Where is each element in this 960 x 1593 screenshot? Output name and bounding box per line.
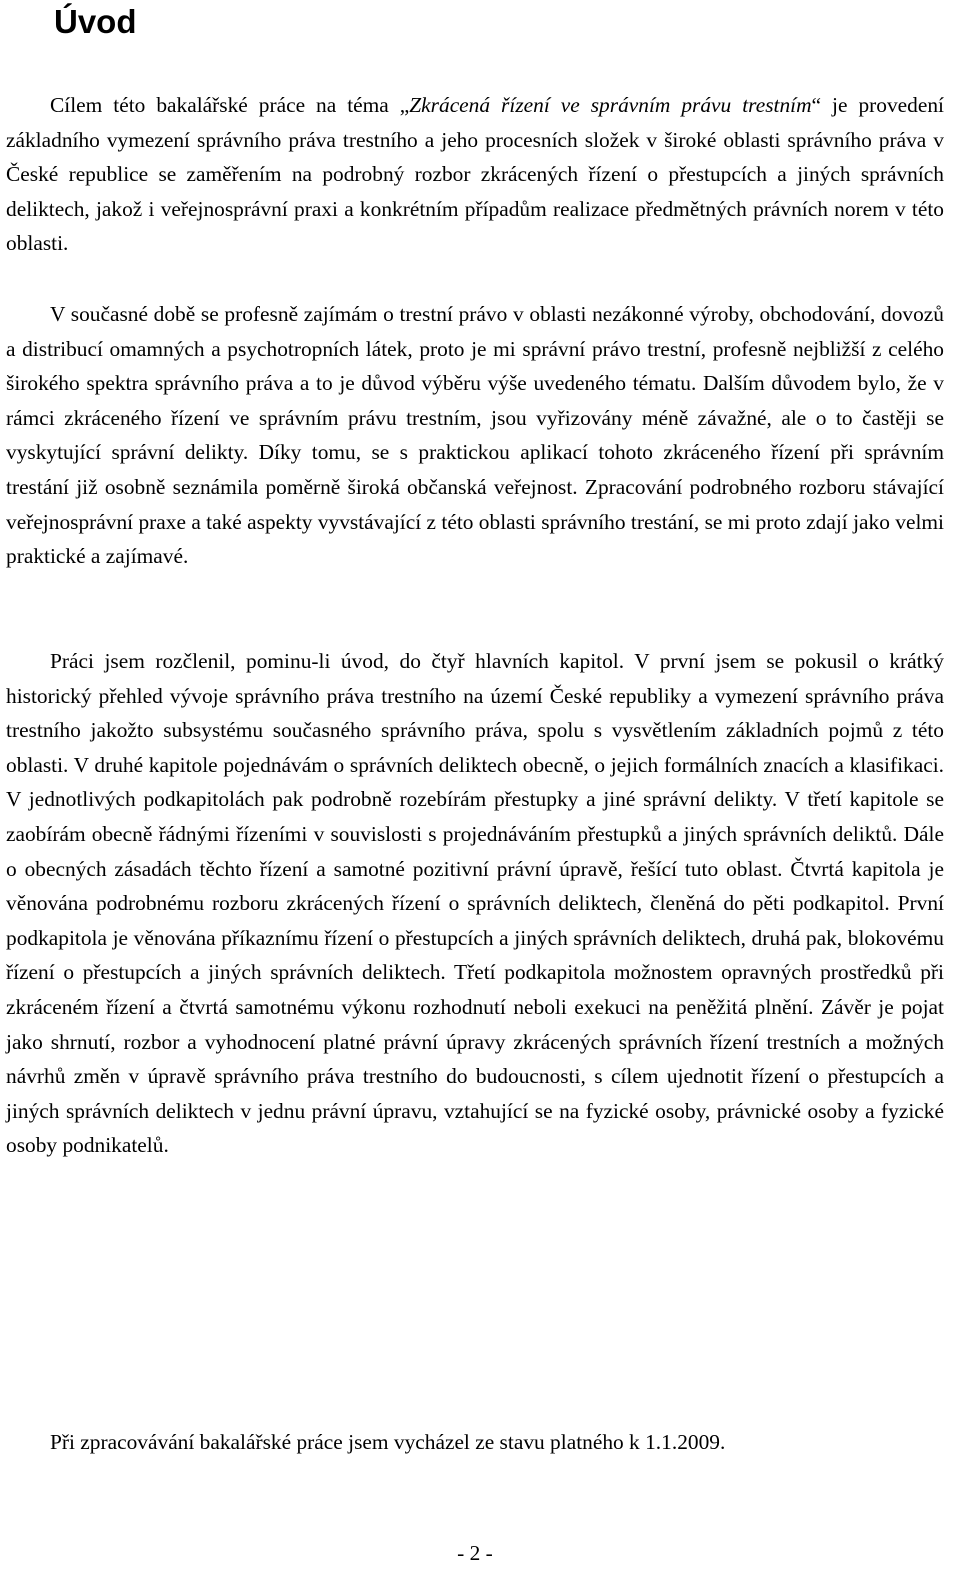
page-number: - 2 -	[457, 1541, 493, 1565]
document-page	[6, 0, 944, 1593]
intro-paragraph-1	[6, 88, 944, 261]
intro-paragraph-2: V současné době se profesně zajímám o trestní právo v oblasti nezákonné výroby, obchodování, dovozů a distribucí omamných a psychotropních látek, proto je mi správní právo trestní, profesně nejbližší z celého širokého spektra správního práva a to je důvod výběru výše uvedeného tématu. Dalším důvodem bylo, že v rámci zkráceného řízení ve správním právu trestním, jsou vyřizovány méně závažné, ale o to častěji se vyskytující správní delikty. Díky tomu, se s praktickou aplikací tohoto zkráceného řízení při správním trestání již osobně seznámila poměrně široká občanská veřejnost. Zpracování podrobného rozboru stávající veřejnosprávní praxe a také aspekty vyvstávající z této oblasti správního trestání, se mi proto zdají jako velmi praktické a zajímavé.	[6, 302, 944, 569]
paragraph-text: Cílem této bakalářské práce na téma „	[50, 93, 410, 117]
thesis-topic-italic: Zkrácená řízení ve správním právu trestním	[409, 93, 812, 117]
intro-paragraph-4: Při zpracovávání bakalářské práce jsem vycházel ze stavu platného k 1.1.2009.	[50, 1430, 726, 1454]
paragraph-text: “ je provedení základního vymezení správního práva trestního a jeho procesních složek v široké oblasti správního práva v České republice se zaměřením na podrobný rozbor zkrácených řízení o přestupcích a jiných správních deliktech, jakož i veřejnosprávní praxi a konkrétním případům realizace předmětných právních norem v této oblasti.	[6, 93, 944, 256]
intro-paragraph-3: Práci jsem rozčlenil, pominu-li úvod, do čtyř hlavních kapitol. V první jsem se pokusil o krátký historický přehled vývoje správního práva trestního na území České republiky a vymezení správního práva trestního jakožto subsystému současného správního práva, spolu s vysvětlením základních pojmů z této oblasti. V druhé kapitole pojednávám o správních deliktech obecně, o jejich formálních znacích a klasifikaci. V jednotlivých podkapitolách pak podrobně rozebírám přestupky a jiné správní delikty. V třetí kapitole se zaobírám obecně řádnými řízeními v souvislosti s projednáváním přestupků a jiných správních deliktů. Dále o obecných zásadách těchto řízení a samotné pozitivní právní úpravě, řešící tuto oblast. Čtvrtá kapitola je věnována podrobnému rozboru zkrácených řízení o správních deliktech, členěná do pěti podkapitol. První podkapitola je věnována příkaznímu řízení o přestupcích a jiných správních deliktech, druhá pak, blokovému řízení o přestupcích a jiných správních deliktech. Třetí podkapitola možnostem opravných prostředků při zkráceném řízení a čtvrtá samotnému výkonu rozhodnutí neboli exekuci na peněžitá plnění. Závěr je pojat jako shrnutí, rozbor a vyhodnocení platné právní úpravy zkrácených správních řízení trestních a možných návrhů změn v úpravě správního práva trestního do budoucnosti, s cílem ujednotit řízení o přestupcích a jiných správních deliktech v jednu právní úpravu, vztahující se na fyzické osoby, právnické osoby a fyzické osoby podnikatelů.	[6, 649, 944, 1158]
page-title: Úvod	[54, 3, 137, 40]
